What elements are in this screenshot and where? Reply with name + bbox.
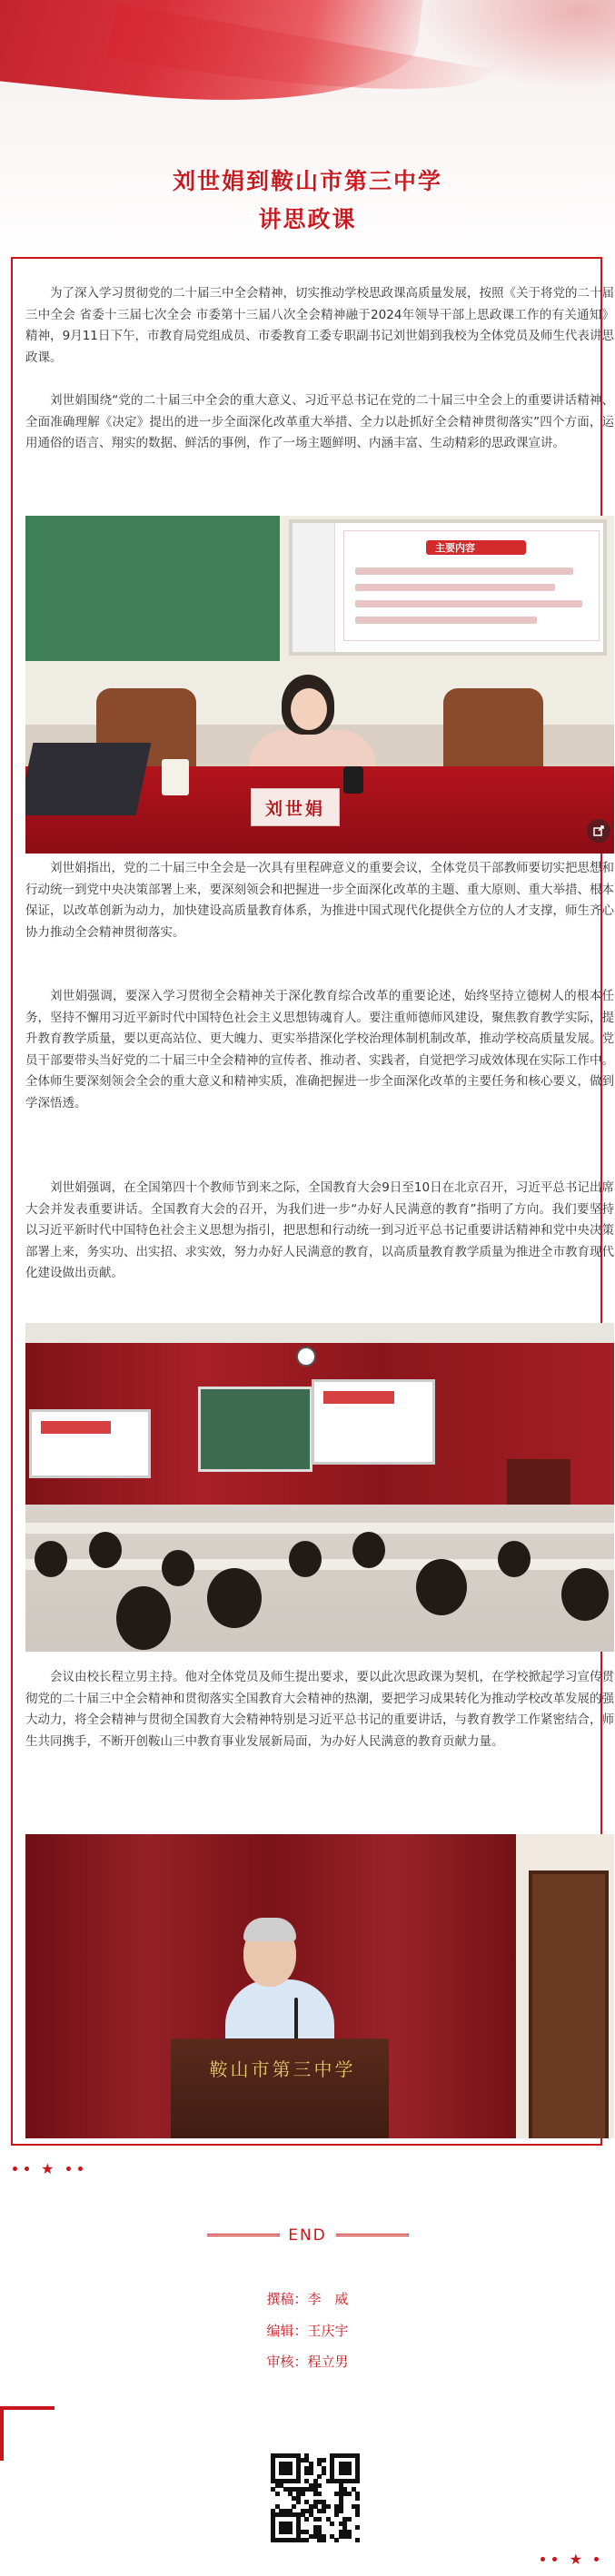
qr-module <box>339 2509 343 2513</box>
end-marker <box>0 2226 615 2254</box>
qr-module <box>322 2458 326 2462</box>
qr-module <box>304 2517 309 2522</box>
qr-code[interactable] <box>271 2453 360 2542</box>
projector-screen <box>289 519 607 656</box>
qr-module <box>334 2512 339 2517</box>
qr-module <box>355 2512 360 2517</box>
decorative-stars <box>541 2550 606 2568</box>
star-icon: ★ <box>41 2160 55 2177</box>
qr-module <box>288 2471 293 2475</box>
qr-module <box>355 2525 360 2530</box>
qr-module <box>347 2471 352 2475</box>
decorative-glow <box>415 0 615 91</box>
article-paragraph: 刘世娟强调，在全国第四十个教师节到来之际，全国教育大会9日至10日在北京召开，习近平总书记出席大会并发表重要讲话。全国教育大会的召开，为我们进一步“办好人民满意的教育”指明了方向。我们要坚持以习近平新时代中国特色社会主义思想为指引，把思想和行动统一到习近平总书记重要讲话精神和党中央决策部署上来，务实功、出实招、求实效，努力办好人民满意的教育，以高质量教育教学质量为推进全市教育现代化建设做出贡献。 <box>25 1180 614 1280</box>
qr-module <box>292 2504 296 2509</box>
article-paragraph: 刘世娟强调，要深入学习贯彻全会精神关于深化教育综合改革的重要论述，始终坚持立德树人的根本任务，坚持不懈用习近平新时代中国特色社会主义思想铸魂育人。要注重师德师风建设，聚焦教育教学实际，提升教育教学质量，要以更高站位、更大魄力、更实举措深化学校治理体制机制改革，推动学校高质量发展。党员干部要带头当好党的二十届三中全会精神的宣传者、推动者、实践者，自觉把学习成效体现在实际工作中。全体师生要深刻领会全会的重大意义和精神实质，准确把握进一步全面深化改革的主要任务和核心要义，做到学深悟透。 <box>25 989 614 1110</box>
qr-module <box>296 2479 301 2483</box>
qr-module <box>309 2471 313 2475</box>
qr-module <box>322 2538 326 2542</box>
decorative-corner <box>0 2406 55 2461</box>
article-frame <box>11 257 614 2146</box>
cup <box>162 759 189 795</box>
laptop <box>25 743 152 815</box>
credit-reviewer: 审核：程立男 <box>266 2354 349 2370</box>
qr-module <box>317 2517 322 2522</box>
article-paragraph: 刘世娟指出，党的二十届三中全会是一次具有里程碑意义的重要会议，全体党员干部教师要切实把思想和行动统一到党中央决策部署上来，要深刻领会和把握进一步全面深化改革的主题、重大原则、重大举措、根本保证，以改革创新为动力，加快建设高质量教育体系，为推进中国式现代化提供全方位的人才支撑，师生齐心协力推动全会精神贯彻落实。 <box>25 861 614 940</box>
qr-module <box>275 2492 280 2496</box>
qr-module <box>317 2483 322 2488</box>
qr-module <box>355 2496 360 2501</box>
qr-module <box>334 2538 339 2542</box>
qr-module <box>355 2538 360 2542</box>
lectern-sign: 鞍山市第三中学 <box>209 2058 356 2080</box>
qr-module <box>322 2509 326 2513</box>
qr-module <box>317 2492 322 2496</box>
slide-heading: 主要内容 <box>435 542 475 554</box>
qr-module <box>296 2500 301 2504</box>
audience <box>25 1505 614 1652</box>
qr-module <box>288 2530 293 2534</box>
article-paragraph: 会议由校长程立男主持。他对全体党员及师生提出要求，要以此次思政课为契机，在学校掀起学习宣传贯彻党的二十届三中全会精神和贯彻落实全国教育大会精神的热潮，要把学习成果转化为推动学校改革发展的强大动力，将全会精神与贯彻全国教育大会精神特别是习近平总书记的重要讲话，与教育教学工作紧密结合，师生共同携手，不断开创鞍山三中教育事业发展新局面，为办好人民满意的教育贡献力量。 <box>25 1670 614 1749</box>
blackboard <box>25 516 280 661</box>
clock-icon <box>296 1347 316 1367</box>
qr-module <box>347 2534 352 2539</box>
qr-module <box>317 2474 322 2479</box>
end-label: END <box>288 2226 327 2245</box>
qr-module <box>322 2471 326 2475</box>
microphone <box>343 766 363 794</box>
qr-module <box>355 2479 360 2483</box>
credit-writer: 撰稿：李 威 <box>266 2291 349 2307</box>
qr-module <box>330 2522 334 2526</box>
star-icon: ★ <box>569 2551 582 2568</box>
article-title-line1: 刘世娟到鞍山市第三中学 <box>172 168 442 194</box>
decorative-dots <box>13 2159 90 2177</box>
qr-module <box>326 2504 331 2509</box>
credit-editor: 编辑：王庆宇 <box>266 2323 349 2339</box>
qr-module <box>304 2538 309 2542</box>
photo-speaker-at-desk <box>25 516 614 854</box>
share-icon[interactable] <box>587 819 610 843</box>
photo-audience <box>25 1323 614 1652</box>
qr-module <box>347 2517 352 2522</box>
qr-module <box>347 2492 352 2496</box>
article-title-line2: 讲思政课 <box>258 206 357 232</box>
article-paragraph: 为了深入学习贯彻党的二十届三中全会精神，切实推动学校思政课高质量发展，按照《关于将党的二十届三中全会 省委十三届七次全会 市委第十三届八次全会精神融于2024年领导干部上思政课工作的有关通知》精神，9月11日下午，市教育局党组成员、市委教育工委专职副书记刘世娟到我校为全体党员及师生代表讲思政课。 <box>25 286 614 365</box>
article-paragraph: 刘世娟围绕“党的二十届三中全会的重大意义、习近平总书记在党的二十届三中全会上的重要讲话精神、全面准确理解《决定》提出的进一步全面深化改革重大举措、全力以赴抓好全会精神贯彻落实”四个方面，运用通俗的语言、翔实的数据、鲜活的事例，作了一场主题鲜明、内涵丰富、生动精彩的思政课宣讲。 <box>25 393 614 450</box>
nameplate: 刘世娟 <box>251 788 340 826</box>
qr-module <box>301 2492 305 2496</box>
photo-principal-at-lectern <box>25 1834 614 2138</box>
